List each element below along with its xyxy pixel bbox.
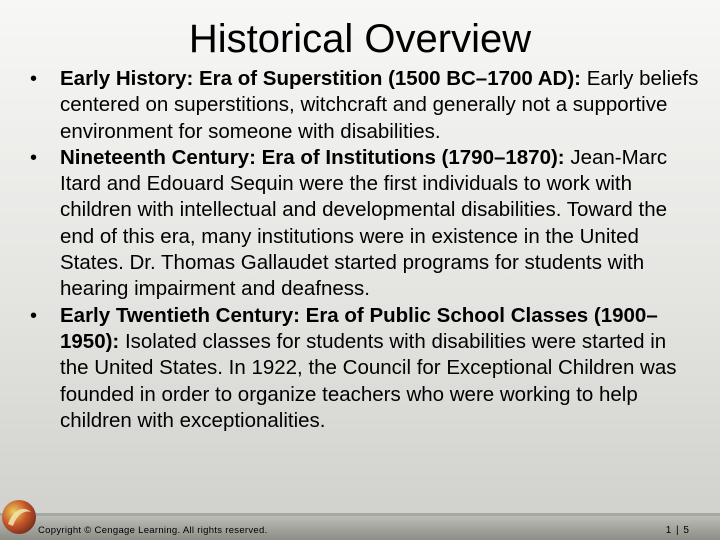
bullet-item-early-twentieth-century [30,303,700,434]
item-text: Early beliefs centered on superstitions, witchcraft and generally not a supportive environment for someone with disabilities. [60,67,699,143]
bullet-item-nineteenth-century [30,145,700,303]
bullet-list [30,66,700,434]
item-text: Jean-Marc Itard and Edouard Sequin were the first individuals to work with children with intellectual and developmental disabilities. Toward the end of this era, many institutions were in existence in the United States. Dr. Thomas Gallaudet started programs for students with hearing impairment and deafness. [60,145,668,301]
cengage-logo-icon [0,498,38,536]
footer-copyright: Copyright © Cengage Learning. All rights reserved. [38,525,268,536]
item-text: Isolated classes for students with disabilities were started in the United States. In 1922, the Council for Exceptional Children was founded in order to organize teachers who were working to help children with exceptionalities. [60,329,677,432]
bullet-icon: • [30,68,38,90]
page-number: 1 | 5 [665,525,690,536]
item-heading: Early Twentieth Century: Era of Public School Classes (1900–1950): [60,303,658,353]
bullet-icon: • [30,146,38,169]
bullet-icon: • [30,304,38,327]
item-heading: Nineteenth Century: Era of Institutions (1790–1870): [60,145,565,169]
slide-title: Historical Overview [188,17,532,61]
bullet-item-early-history [30,66,700,145]
item-heading: Early History: Era of Superstition (1500 BC–1700 AD): [60,67,582,90]
